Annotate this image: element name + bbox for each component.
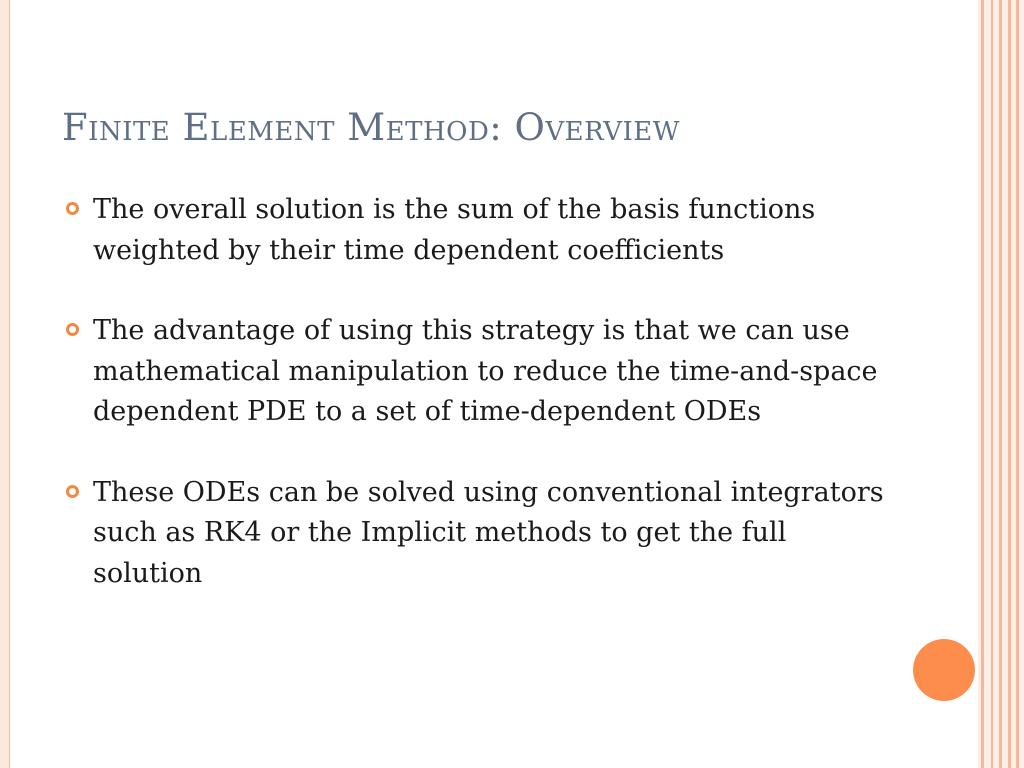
bullet-item [66,473,888,595]
right-stripes-decoration [978,0,1024,768]
bullet-item [66,190,888,271]
stripe [1016,0,1019,768]
left-border-decoration [0,0,10,768]
bullet-circle-icon [66,202,79,215]
stripe [1008,0,1011,768]
bullet-item [66,311,888,433]
stripe [991,0,993,768]
bullet-list [66,190,888,634]
stripe [999,0,1002,768]
bullet-circle-icon [66,323,79,336]
bullet-text: These ODEs can be solved using conventional integrators such as RK4 or the Implicit methods to get the full solution [93,476,884,589]
bullet-circle-icon [66,485,79,498]
bullet-text: The overall solution is the sum of the basis functions weighted by their time dependent coefficients [93,194,816,266]
slide-title: Finite Element Method: Overview [62,106,681,149]
stripe [981,0,984,768]
bullet-text: The advantage of using this strategy is that we can use mathematical manipulation to reduce the time-and-space dependent PDE to a set of time-dependent ODEs [93,315,878,427]
orange-circle-decoration [913,639,975,701]
